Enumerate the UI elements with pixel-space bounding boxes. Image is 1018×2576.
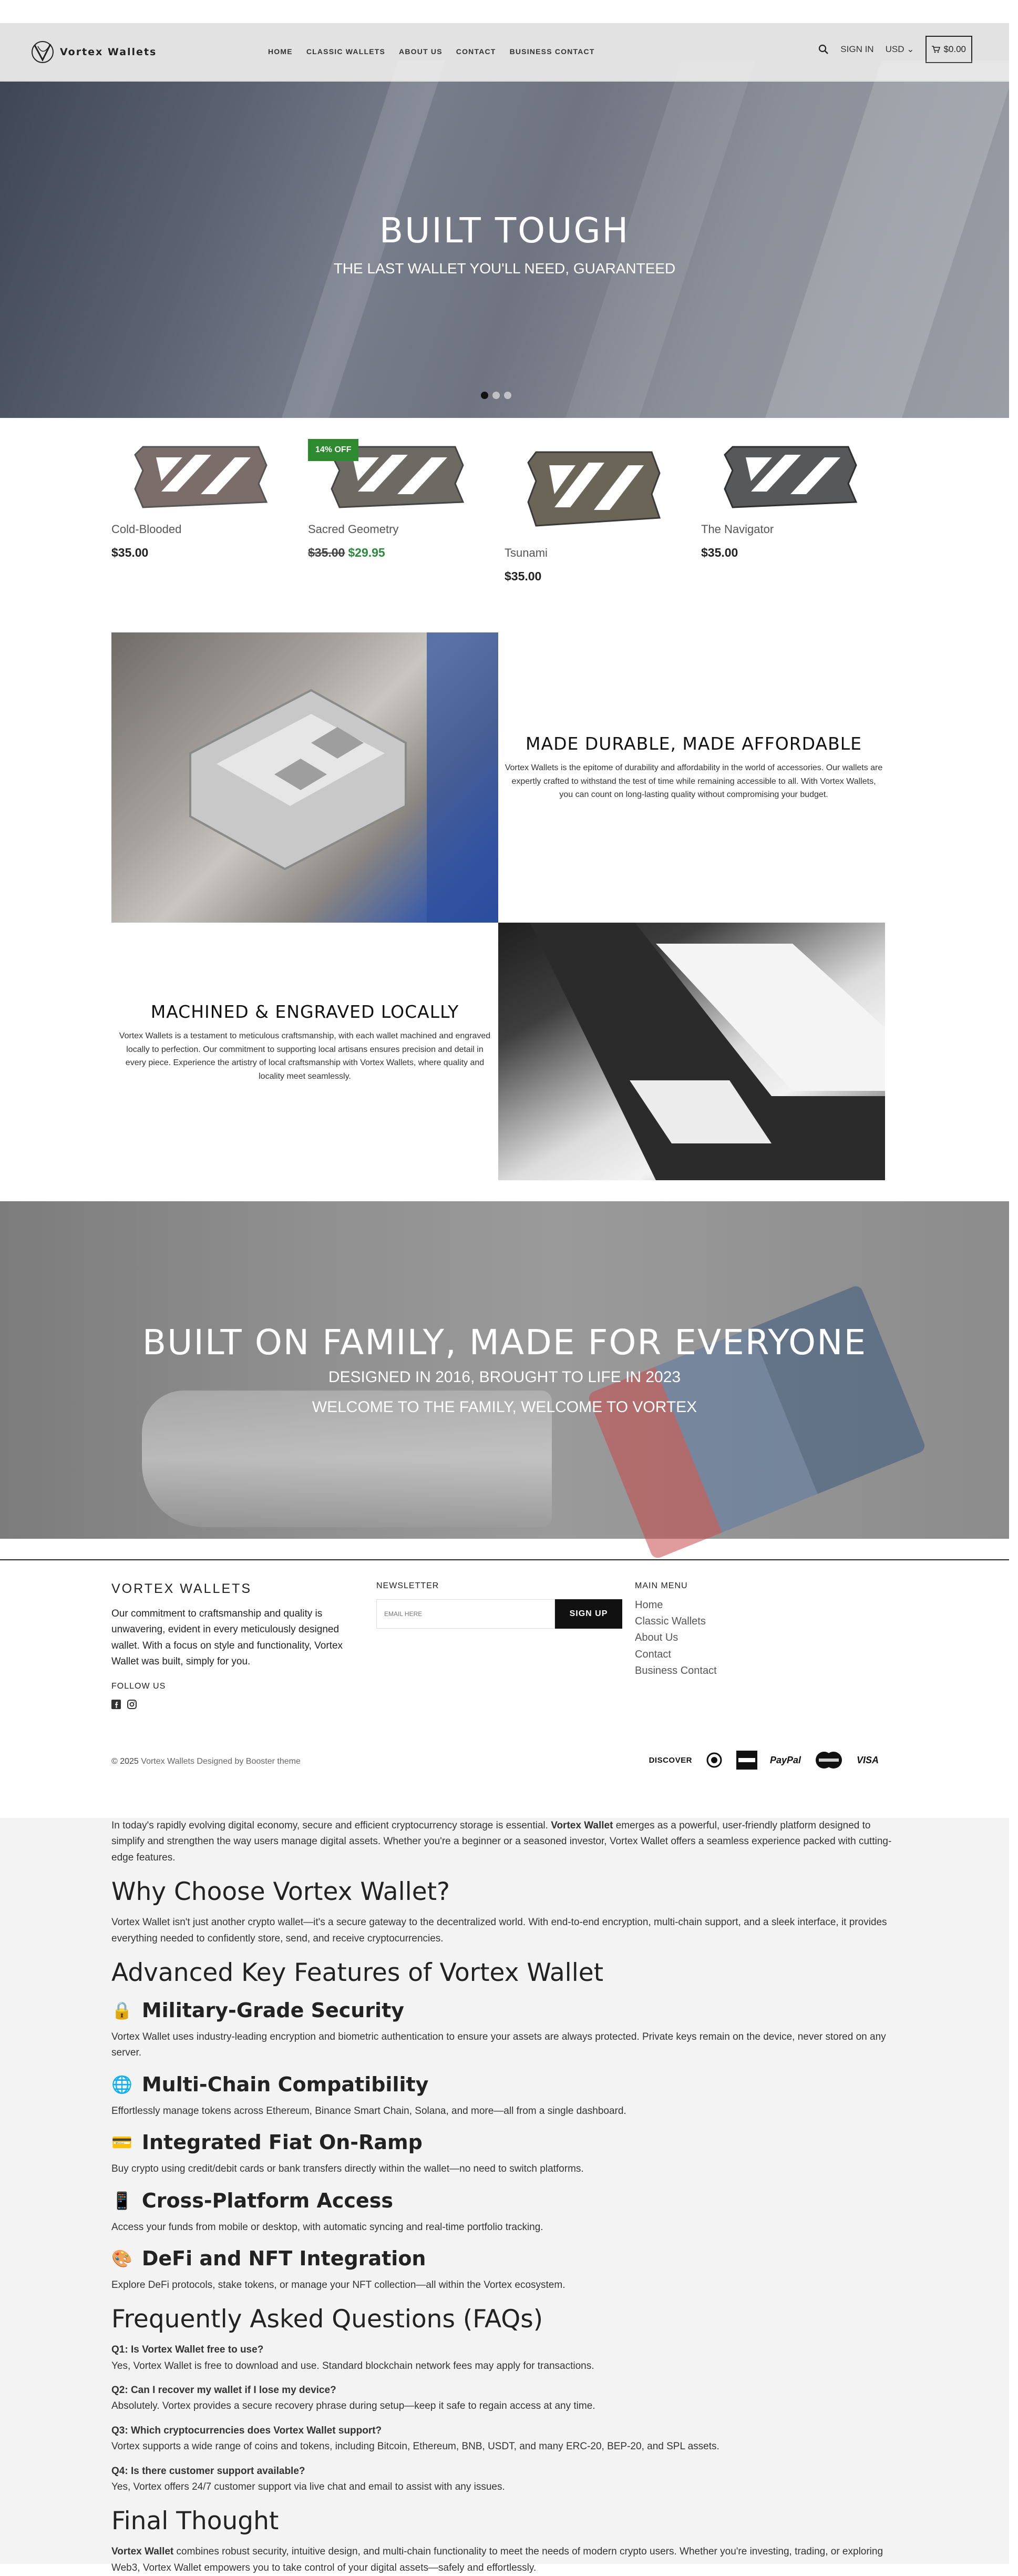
slider-dots bbox=[481, 392, 511, 399]
product-image[interactable] bbox=[722, 434, 859, 515]
why-heading: Why Choose Vortex Wallet? bbox=[111, 1877, 450, 1907]
product-name[interactable]: Tsunami bbox=[505, 546, 548, 559]
copyright bbox=[111, 1757, 301, 1766]
product-price bbox=[111, 546, 308, 560]
product-name[interactable]: The Navigator bbox=[701, 523, 774, 536]
nav-classic-wallets[interactable]: CLASSIC WALLETS bbox=[306, 47, 386, 56]
slider-dot[interactable] bbox=[492, 392, 500, 399]
faq-answer: Yes, Vortex Wallet is free to download and use. Standard blockchain network fees may apply for transactions. bbox=[111, 2360, 594, 2371]
currency-value: USD bbox=[885, 44, 904, 54]
feature-heading-text: Cross-Platform Access bbox=[141, 2189, 393, 2212]
feature-body: Explore DeFi protocols, stake tokens, or manage your NFT collection—all within the Vortex ecosystem. bbox=[111, 2279, 565, 2291]
site-footer bbox=[0, 1560, 1009, 1818]
faq-question: Q4: Is there customer support available? bbox=[111, 2465, 305, 2477]
seo-article bbox=[0, 1818, 1009, 2573]
brand-name: Vortex Wallets bbox=[60, 46, 157, 58]
family-tagline: WELCOME TO THE FAMILY, WELCOME TO VORTEX bbox=[312, 1398, 697, 1416]
cart-total: $0.00 bbox=[943, 44, 966, 54]
final-heading: Final Thought bbox=[111, 2507, 279, 2536]
feature-body: Vortex Wallets is a testament to meticulous craftsmanship, with each wallet machined and engraved locally to perfection. Our commitment to supporting local artisans ensures precision and detail in every piece. Experience the artistry of local craftsmanship with Vortex Wallets, where quality and locality meet seamlessly. bbox=[119, 1031, 491, 1081]
slider-dot[interactable] bbox=[481, 392, 488, 399]
intro-text: In today's rapidly evolving digital economy, secure and efficient cryptocurrency storage is essential. bbox=[111, 1820, 551, 1831]
main-nav bbox=[268, 47, 595, 56]
intro-text: emerges as a powerful, user-friendly platform designed to simplify and strengthen the way users manage digital assets. Whether you're a beginner or a seasoned investor, Vortex Wallet offers a seamless experience packed with cutting-edge features. bbox=[111, 1820, 892, 1863]
nav-business-contact[interactable]: BUSINESS CONTACT bbox=[509, 47, 595, 56]
footer-link-business-contact[interactable]: Business Contact bbox=[635, 1664, 717, 1677]
wallet-closeup-photo bbox=[498, 923, 885, 1180]
payment-methods bbox=[649, 1751, 879, 1770]
feature-title: MACHINED & ENGRAVED LOCALLY bbox=[150, 1001, 459, 1022]
product-name[interactable]: Sacred Geometry bbox=[308, 523, 399, 536]
product-card[interactable] bbox=[111, 434, 308, 584]
chevron-down-icon: ⌄ bbox=[904, 44, 914, 54]
nav-about-us[interactable]: ABOUT US bbox=[399, 47, 443, 56]
product-price bbox=[308, 546, 505, 560]
cart-button[interactable] bbox=[926, 36, 972, 63]
feature-heading bbox=[111, 2131, 898, 2154]
feature-durable bbox=[505, 733, 883, 802]
faq-question: Q3: Which cryptocurrencies does Vortex Wallet support? bbox=[111, 2425, 382, 2436]
footer-newsletter bbox=[376, 1581, 623, 1629]
currency-select[interactable] bbox=[886, 44, 914, 55]
product-card[interactable] bbox=[701, 434, 898, 584]
faq-heading: Frequently Asked Questions (FAQs) bbox=[111, 2305, 543, 2334]
footer-menu-list bbox=[635, 1597, 793, 1679]
article-intro bbox=[111, 1818, 898, 1866]
feature-heading bbox=[111, 2189, 898, 2212]
discover-icon: DISCOVER bbox=[649, 1755, 692, 1765]
copyright-year: © 2025 bbox=[111, 1757, 139, 1766]
newsletter-form bbox=[376, 1599, 623, 1629]
email-input[interactable] bbox=[376, 1599, 555, 1629]
product-card[interactable] bbox=[505, 434, 701, 584]
features-heading: Advanced Key Features of Vortex Wallet bbox=[111, 1958, 604, 1987]
cart-icon bbox=[932, 46, 940, 53]
price-value: $35.00 bbox=[505, 569, 542, 583]
diners-club-icon bbox=[705, 1752, 724, 1768]
final-body bbox=[111, 2544, 898, 2576]
final-brand: Vortex Wallet bbox=[111, 2546, 174, 2558]
footer-description: Our commitment to craftsmanship and quality is unwavering, evident in every meticulously designed wallet. With a focus on style and functionality, Vortex Wallet was built, simply for you. bbox=[111, 1608, 343, 1668]
sign-in-link[interactable]: SIGN IN bbox=[840, 44, 874, 54]
nav-contact[interactable]: CONTACT bbox=[456, 47, 496, 56]
product-image[interactable] bbox=[526, 434, 662, 539]
product-image[interactable] bbox=[132, 434, 269, 515]
feature-body: Vortex Wallets is the epitome of durability and affordability in the world of accessories. Our wallets are expertly crafted to withstand the test of time while remaining accessible to all. With Vortex Wallets, you can count on long-lasting quality without compromising your budget. bbox=[505, 763, 883, 800]
top-spacer bbox=[0, 0, 1009, 23]
footer-about bbox=[111, 1581, 364, 1709]
signup-button[interactable]: SIGN UP bbox=[555, 1599, 622, 1629]
faq-answer: Vortex supports a wide range of coins and tokens, including Bitcoin, Ethereum, BNB, USDT, and many ERC-20, BEP-20, and SPL assets. bbox=[111, 2441, 719, 2452]
footer-menu bbox=[635, 1581, 793, 1679]
hero-banner bbox=[0, 81, 1009, 418]
paypal-icon: PayPal bbox=[769, 1754, 801, 1765]
theme-credit-link[interactable]: Vortex Wallets Designed by Booster theme bbox=[141, 1757, 301, 1766]
footer-brand: VORTEX WALLETS bbox=[111, 1581, 252, 1596]
logo[interactable] bbox=[30, 40, 157, 64]
vortex-logo-icon bbox=[30, 40, 55, 64]
why-body: Vortex Wallet isn't just another crypto wallet—it's a secure gateway to the decentralized world. With end-to-end encryption, multi-chain support, and a sleek interface, it provides everything needed to confidently store, send, and receive cryptocurrencies. bbox=[111, 1917, 887, 1944]
discount-badge: 14% OFF bbox=[308, 439, 358, 461]
credit-card-icon: 💳 bbox=[111, 2132, 132, 2153]
menu-label: MAIN MENU bbox=[635, 1581, 688, 1590]
site-header bbox=[0, 23, 1009, 81]
old-price: $35.00 bbox=[308, 546, 345, 559]
faq-question: Q2: Can I recover my wallet if I lose my device? bbox=[111, 2385, 336, 2396]
slider-dot[interactable] bbox=[504, 392, 511, 399]
final-text: combines robust security, intuitive design, and multi-chain functionality to meet the needs of modern crypto users. Whether you're investing, trading, or exploring Web3, Vortex Wallet empowers you to take control of your digital assets—safely and effortlessly. bbox=[111, 2546, 883, 2573]
lock-icon: 🔒 bbox=[111, 2000, 132, 2020]
feature-title: MADE DURABLE, MADE AFFORDABLE bbox=[526, 733, 862, 754]
social-links bbox=[111, 1700, 364, 1709]
family-banner bbox=[0, 1201, 1009, 1539]
mobile-phone-icon: 📱 bbox=[111, 2190, 132, 2211]
hero-title: BUILT TOUGH bbox=[379, 210, 630, 251]
globe-icon: 🌐 bbox=[111, 2074, 132, 2094]
price-value: $35.00 bbox=[701, 546, 738, 559]
family-subtitle: DESIGNED IN 2016, BROUGHT TO LIFE IN 2023 bbox=[328, 1368, 681, 1386]
follow-us-label: FOLLOW US bbox=[111, 1681, 166, 1691]
feature-heading-text: Multi-Chain Compatibility bbox=[141, 2072, 429, 2096]
mastercard-icon bbox=[814, 1751, 844, 1770]
product-name[interactable]: Cold-Blooded bbox=[111, 523, 182, 536]
hero-subtitle: THE LAST WALLET YOU'LL NEED, GUARANTEED bbox=[333, 260, 676, 277]
header-actions bbox=[818, 36, 972, 63]
feature-heading bbox=[111, 1999, 898, 2022]
nav-home[interactable]: HOME bbox=[268, 47, 293, 56]
feature-machined bbox=[118, 1001, 492, 1083]
footer-link-classic-wallets[interactable]: Classic Wallets bbox=[635, 1616, 706, 1628]
facebook-icon[interactable] bbox=[111, 1700, 121, 1709]
feature-heading-text: Military-Grade Security bbox=[141, 1998, 405, 2022]
amex-icon bbox=[736, 1751, 757, 1770]
visa-icon: VISA bbox=[856, 1754, 879, 1765]
family-title: BUILT ON FAMILY, MADE FOR EVERYONE bbox=[142, 1322, 867, 1363]
feature-body: Access your funds from mobile or desktop, with automatic syncing and real-time portfolio tracking. bbox=[111, 2221, 543, 2233]
feature-body: Effortlessly manage tokens across Ethereum, Binance Smart Chain, Solana, and more—all from a single dashboard. bbox=[111, 2105, 626, 2117]
feature-body: Buy crypto using credit/debit cards or bank transfers directly within the wallet—no need to switch platforms. bbox=[111, 2163, 584, 2175]
footer-link-contact[interactable]: Contact bbox=[635, 1648, 671, 1660]
instagram-icon[interactable] bbox=[127, 1700, 137, 1709]
product-grid bbox=[111, 434, 898, 584]
faq-question: Q1: Is Vortex Wallet free to use? bbox=[111, 2344, 264, 2356]
machining-photo bbox=[111, 632, 498, 923]
product-price bbox=[505, 569, 701, 584]
product-card[interactable] bbox=[308, 434, 505, 584]
feature-heading-text: Integrated Fiat On-Ramp bbox=[141, 2131, 423, 2154]
faq-answer: Yes, Vortex offers 24/7 customer support via live chat and email to assist with any issues. bbox=[111, 2481, 505, 2493]
search-icon[interactable] bbox=[818, 44, 829, 55]
feature-heading bbox=[111, 2247, 898, 2270]
art-palette-icon: 🎨 bbox=[111, 2248, 132, 2268]
intro-brand: Vortex Wallet bbox=[551, 1820, 613, 1831]
faq-answer: Absolutely. Vortex provides a secure recovery phrase during setup—keep it safe to regain access at any time. bbox=[111, 2400, 595, 2412]
footer-link-home[interactable]: Home bbox=[635, 1599, 663, 1611]
feature-heading-text: DeFi and NFT Integration bbox=[141, 2246, 426, 2270]
footer-link-about-us[interactable]: About Us bbox=[635, 1632, 678, 1644]
newsletter-label: NEWSLETTER bbox=[376, 1581, 439, 1590]
feature-body: Vortex Wallet uses industry-leading encryption and biometric authentication to ensure your assets are always protected. Private keys remain on the device, never stored on any server. bbox=[111, 2031, 886, 2059]
product-price bbox=[701, 546, 898, 560]
feature-heading bbox=[111, 2073, 898, 2096]
price-value: $35.00 bbox=[111, 546, 149, 559]
sale-price: $29.95 bbox=[348, 546, 385, 559]
